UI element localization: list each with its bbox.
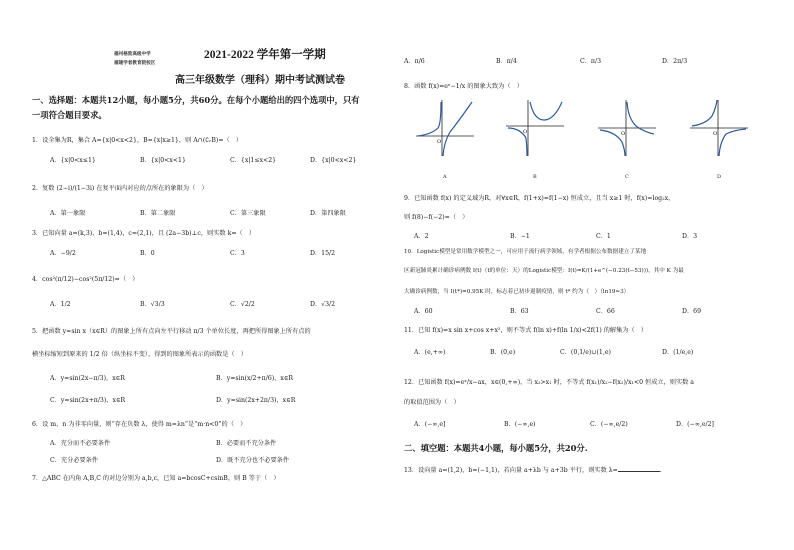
q8-graph-label-d: D [717, 174, 722, 180]
q2-option-c: C．第三象限 [230, 210, 266, 217]
curve-right-branch [627, 102, 654, 134]
q2-option-a: A．第一象限 [50, 210, 86, 217]
q4-stem: 4．cos²(π/12)−cos²(5π/12)=（ ） [32, 276, 139, 283]
q9-option-d: D．3 [682, 233, 698, 240]
q3-option-a: A．−9/2 [50, 250, 76, 257]
exam-title: 2021-2022 学年第一学期 [204, 49, 326, 61]
q4-option-a: A．1/2 [50, 301, 71, 308]
q13-period: . [659, 467, 662, 474]
q12-option-c: C．(−∞,e/2) [590, 421, 628, 428]
q13-stem-line [404, 465, 662, 475]
q13-stem: 13．设向量 a=(1,2)，b=(−1,1)，若向量 a+λb 与 a+3b 平行，则实数 λ= [404, 467, 618, 474]
curve-left-branch [418, 102, 441, 136]
q3-option-c: C．3 [230, 250, 245, 257]
q4-option-b: B．√3/3 [140, 301, 165, 308]
q8-graph-a[interactable] [414, 98, 476, 158]
q1-option-d: D．{x|0<x<2} [310, 157, 357, 164]
origin-label: O [523, 129, 528, 135]
q12-option-d: D．(−∞,e/2] [676, 421, 714, 428]
q11-option-d: D．(1/e,e) [662, 349, 694, 356]
q9-option-c: C．1 [596, 233, 611, 240]
q10-option-d: D．69 [682, 308, 702, 315]
q6-option-c: C．充分必要条件 [50, 457, 99, 464]
q13-answer-blank[interactable] [618, 465, 660, 472]
origin-label: O [621, 131, 626, 137]
q1-option-c: C．{x|1≤x<2} [230, 157, 277, 164]
exam-subtitle: 高三年级数学（理科）期中考试测试卷 [175, 75, 345, 86]
q9-option-b: B．−1 [510, 233, 530, 240]
curve-right-branch [719, 129, 746, 156]
q9-option-a: A．2 [414, 233, 429, 240]
q10-option-b: B．63 [510, 308, 529, 315]
curve-right-branch [443, 102, 472, 156]
q5-stem: 5．把函数 y=sin x（x∈R）的图象上所有点向左平行移动 π/3 个单位长度，再把所得图象上所有点的 [32, 328, 311, 335]
school-name-line1: 福州格致高级中学 [114, 52, 151, 57]
q10-option-c: C．66 [596, 308, 615, 315]
q12-option-a: A．(−∞,e] [414, 421, 446, 428]
q12-option-b: B．(−∞,e) [504, 421, 536, 428]
section1-heading-cont: 一项符合题目要求。 [32, 110, 107, 120]
q8-graph-d[interactable] [688, 98, 750, 158]
q3-stem: 3．已知向量 a=(k,3)，b=(1,4)，c=(2,1)，且 (2a−3b)⊥c，则实数 k=（ ） [32, 230, 256, 237]
q11-stem: 11．已知 f(x)=x sin x+cos x+x²，则不等式 f(ln x)+f(ln 1/x)<2f(1) 的解集为（ ） [404, 327, 648, 334]
q11-option-c: C．(0,1/e)∪(1,e) [560, 349, 611, 356]
q7-stem: 7．△ABC 在内角 A,B,C 的对边分别为 a,b,c，已知 a=bcosC+csinB，则 B 等于（ ） [32, 475, 280, 482]
q1-option-b: B．{x|0<x<1} [140, 157, 186, 164]
q7-option-d: D．2π/3 [662, 58, 688, 65]
q5-option-b: B．y=sin(x/2+π/6)，x∈R [216, 375, 294, 382]
q2-stem: 2．复数 (2−i)/(1−3i) 在复平面内对应的点所在的象限为（ ） [32, 185, 208, 192]
q5-stem-cont: 横坐标缩短到原来的 1/2 倍（纵坐标不变），得到的图象所表示的函数是（ ） [32, 351, 247, 358]
q6-option-d: D．既不充分也不必要条件 [216, 457, 290, 464]
q6-option-a: A．充分而不必要条件 [50, 440, 111, 447]
q4-option-c: C．√2/2 [230, 301, 255, 308]
q1-option-a: A．{x|0<x≤1} [50, 157, 96, 164]
q8-stem: 8．函数 f(x)=eˣ−1/x 的图象大致为（ ） [404, 83, 523, 90]
q2-option-b: B．第二象限 [140, 210, 176, 217]
q5-option-a: A．y=sin(2x−π/3)，x∈R [50, 375, 125, 382]
q11-option-a: A．(e,+∞) [414, 349, 446, 356]
q5-option-c: C．y=sin(2x+π/3)，x∈R [50, 397, 126, 404]
q8-graph-label-c: C [625, 174, 629, 180]
q12-stem: 12．已知函数 f(x)=eˣ/x−ax，x∈(0,+∞)，当 x₂>x₁ 时，不等式 f(x₁)/x₂−f(x₂)/x₁<0 恒成立，则实数 a [404, 379, 694, 386]
q7-option-b: B．π/4 [496, 58, 517, 65]
q10-stem-cont1: 区新冠肺炎累计确诊病例数 I(t)（t的单位：天）的Logistic模型：I(t)=K/(1+e^(−0.23(t−53)))，其中 K 为最 [404, 268, 684, 274]
q8-graph-c[interactable] [596, 98, 658, 158]
q9-stem: 9．已知函数 f(x) 的定义域为R，对∀x∈R，f(1+x)=f(1−x) 恒成立，且当 x≥1 时，f(x)=log₂x， [404, 195, 675, 202]
q3-option-d: D．15/2 [310, 250, 336, 257]
q8-graph-b[interactable] [504, 98, 566, 158]
q5-option-d: D．y=sin(2x+2π/3)，x∈R [216, 397, 296, 404]
q11-option-b: B．(0,e) [490, 349, 516, 356]
origin-label: O [713, 131, 718, 137]
q1-stem: 1．设全集为R，集合 A={x|0<x<2}，B={x|x≥1}，则 A∩(∁ᵣB)=（ ） [32, 137, 243, 144]
q4-option-d: D．√3/2 [310, 301, 336, 308]
q8-graph-label-b: B [533, 174, 537, 180]
q2-option-d: D．第四象限 [310, 210, 346, 217]
q10-stem-cont2: 大确诊病例数，当 I(t*)=0.95K 时，标志着已初步遏制疫情，则 t* 约为（ ）（ln19≈3） [404, 289, 630, 295]
q9-stem-cont: 则 f(8)−f(−2)=（ ） [404, 214, 469, 221]
q12-stem-cont: 的取值范围为（ ） [404, 399, 460, 406]
school-name-line2: 福建学者教育院校区 [114, 61, 156, 66]
q7-option-a: A．π/6 [404, 58, 425, 65]
origin-label: O [437, 139, 442, 145]
q7-option-c: C．π/3 [580, 58, 602, 65]
q10-option-a: A．60 [414, 308, 433, 315]
section2-heading: 二、填空题：本题共4小题，每小题5分，共20分. [404, 443, 588, 453]
q6-stem: 6．设 m，n 为非零向量，则“存在负数 λ，使得 m=λn”是“m·n<0”的（ ） [32, 421, 247, 428]
q10-stem: 10．Logistic模型是常用数学模型之一，可应用于流行病学领域，有学者根据公布数据建立了某地 [404, 249, 647, 255]
curve-left-branch [692, 100, 717, 126]
section1-heading: 一、选择题：本题共12小题，每小题5分，共60分。在每个小题给出的四个选项中，只有 [32, 95, 360, 105]
q8-graph-label-a: A [443, 174, 447, 180]
curve-right-branch [530, 102, 562, 120]
q6-option-b: B．必要而不充分条件 [216, 440, 277, 447]
q3-option-b: B．0 [140, 250, 155, 257]
